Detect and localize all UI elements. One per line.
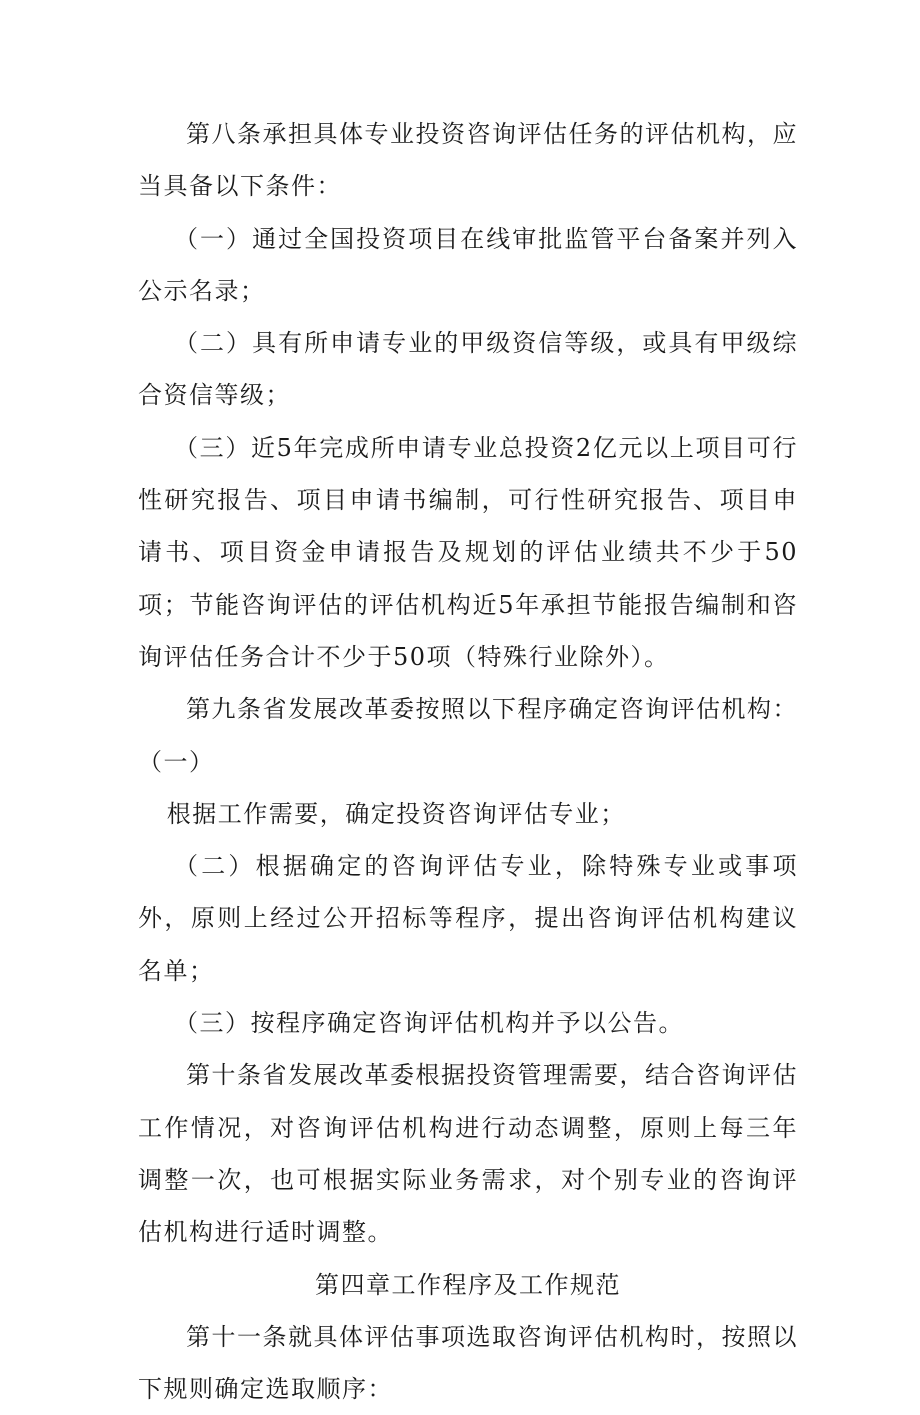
- article-8-condition-1: （一）通过全国投资项目在线审批监管平台备案并列入公示名录；: [138, 224, 798, 305]
- chapter-4-heading: 第四章工作程序及工作规范: [315, 1270, 621, 1299]
- document-body: [138, 108, 798, 1415]
- article-10-paragraph: 第十条省发展改革委根据投资管理需要，结合咨询评估工作情况，对咨询评估机构进行动态调整，原则上每三年调整一次，也可根据实际业务需求，对个别专业的咨询评估机构进行适时调整。: [138, 1061, 798, 1247]
- article-8-condition-2: （二）具有所申请专业的甲级资信等级，或具有甲级综合资信等级；: [138, 329, 798, 410]
- article-9-step-2: （二）根据确定的咨询评估专业，除特殊专业或事项外，原则上经过公开招标等程序，提出咨询评估机构建议名单；: [138, 852, 798, 985]
- article-11-paragraph: 第十一条就具体评估事项选取咨询评估机构时，按照以下规则确定选取顺序：: [138, 1322, 798, 1404]
- article-8-paragraph: 第八条承担具体专业投资咨询评估任务的评估机构，应当具备以下条件：: [138, 120, 798, 201]
- article-9-paragraph: 第九条省发展改革委按照以下程序确定咨询评估机构：（一）: [138, 695, 798, 776]
- article-9-step-3: （三）按程序确定咨询评估机构并予以公告。: [174, 1009, 684, 1038]
- article-9-step-1: 根据工作需要，确定投资咨询评估专业；: [166, 799, 626, 828]
- article-8-condition-3: （三）近5年完成所申请专业总投资2亿元以上项目可行性研究报告、项目申请书编制，可行性研究报告、项目申请书、项目资金申请报告及规划的评估业绩共不少于50项；节能咨询评估的评估机构近5年承担节能报告编制和咨询评估任务合计不少于50项（特殊行业除外）。: [138, 433, 798, 671]
